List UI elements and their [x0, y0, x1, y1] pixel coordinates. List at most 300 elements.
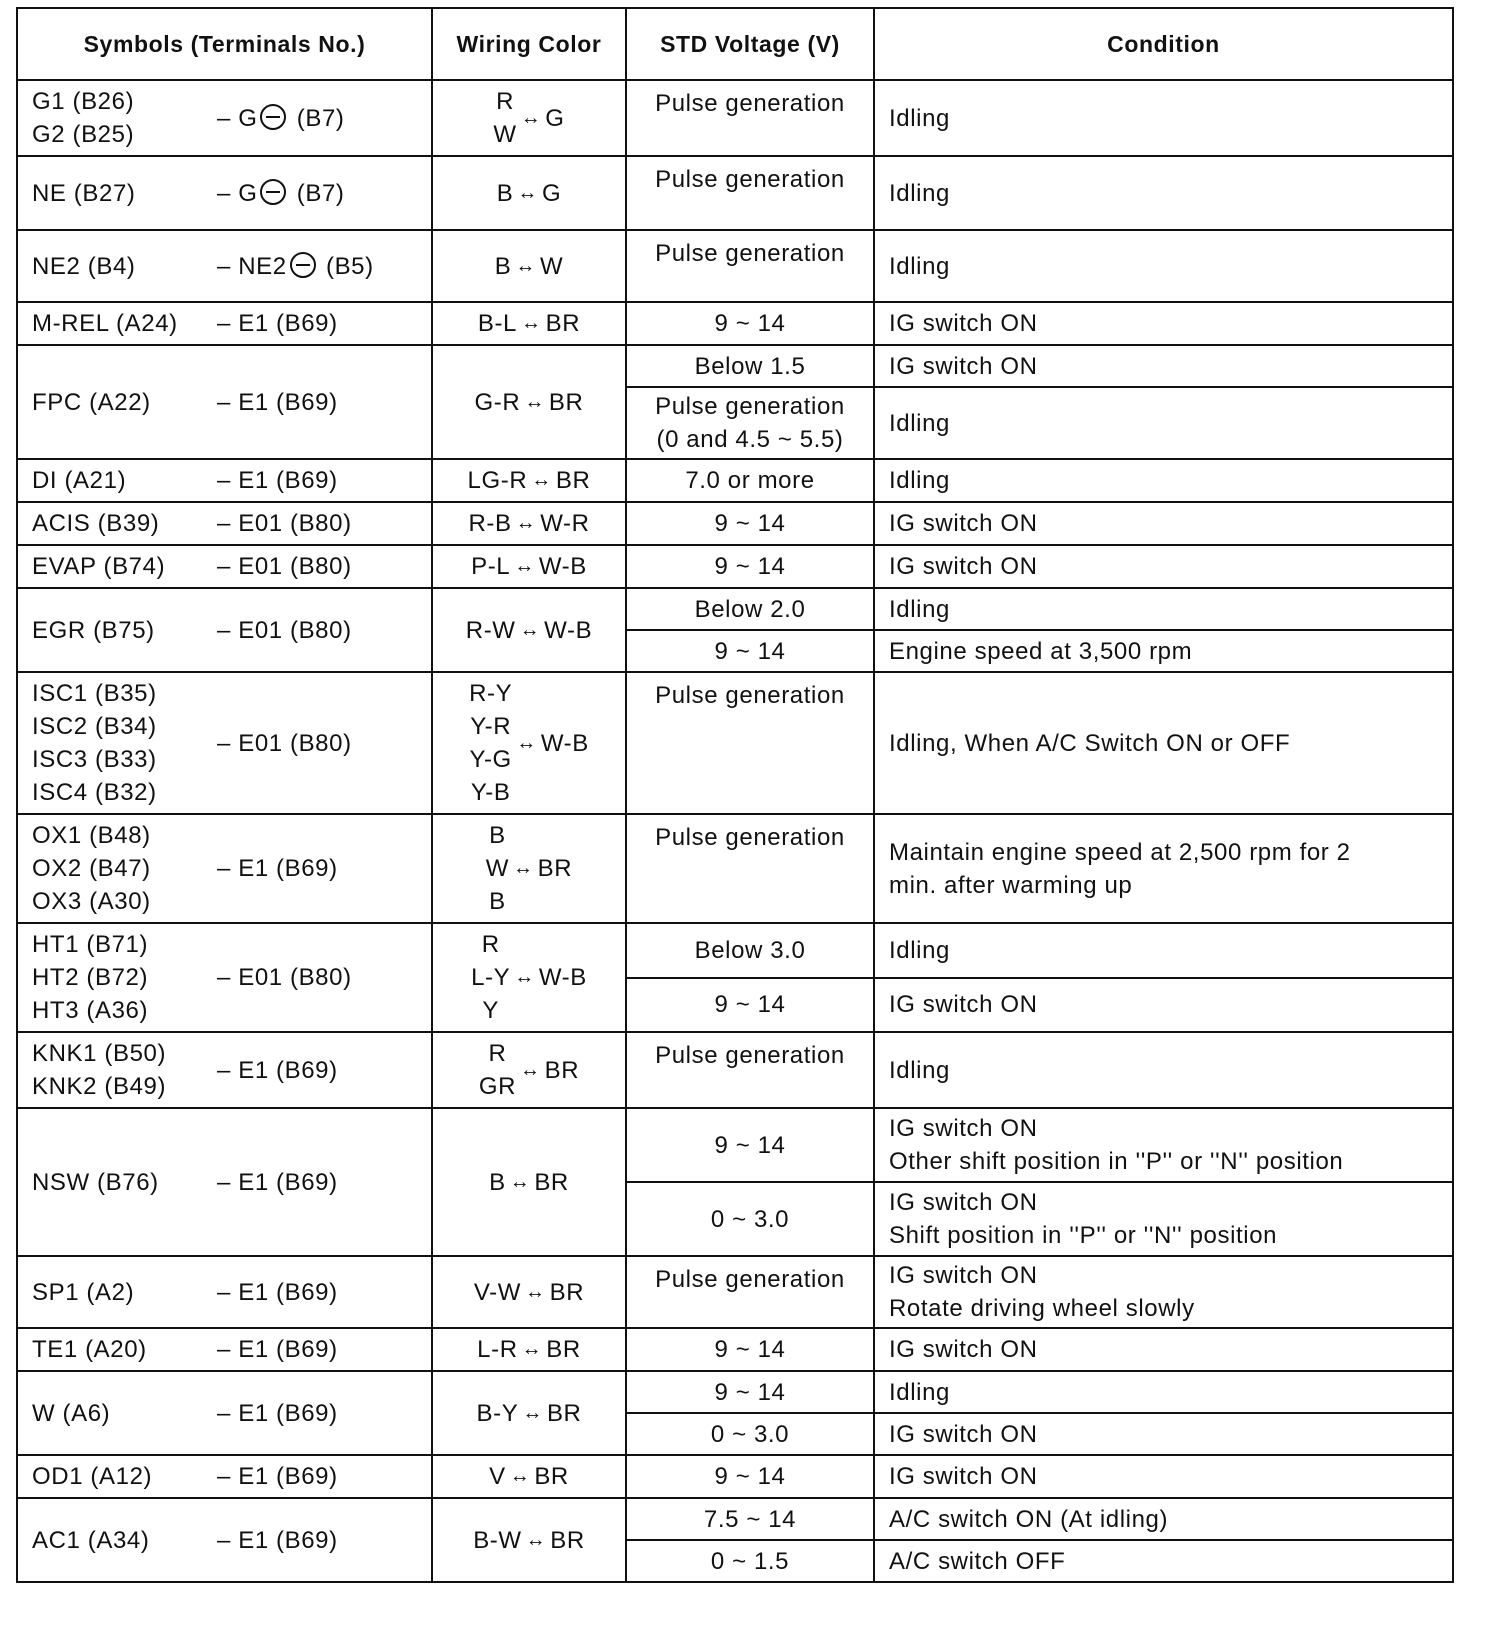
symbol-name: OX1 (B48): [32, 822, 151, 849]
std-voltage-cell: [626, 1032, 874, 1108]
condition-cell: [874, 923, 1453, 978]
wiring-group: [468, 507, 589, 540]
condition-text: A/C switch ON (At idling): [889, 1505, 1169, 1533]
symbol-names: [32, 819, 217, 918]
wire-color: W: [493, 121, 517, 148]
symbols-group: [32, 1460, 419, 1493]
condition-text: Idling: [889, 467, 950, 494]
std-voltage-value: 9 ~ 14: [714, 1336, 786, 1363]
wiring-color-cell: [432, 502, 626, 545]
symbols-cell: [17, 230, 432, 302]
condition-text: Idling: [889, 1056, 950, 1084]
wire-color-to: W-B: [540, 729, 589, 757]
symbol-name: NSW (B76): [32, 1168, 159, 1196]
ground-reference: [217, 307, 419, 340]
ground-reference-text: – E01 (B80): [217, 729, 352, 757]
wiring-color-cell: [432, 1108, 626, 1256]
wire-color: GR: [478, 1073, 517, 1100]
wire-color: B: [489, 822, 506, 849]
table-row: [17, 345, 1453, 387]
bidirectional-arrow-icon: ↔: [509, 1465, 531, 1487]
wire-color-to: W-B: [544, 616, 593, 644]
symbols-group: [32, 819, 419, 918]
symbol-name: G2 (B25): [32, 121, 135, 148]
symbol-names: [32, 1166, 217, 1199]
std-voltage-value: 9 ~ 14: [714, 1463, 786, 1490]
symbols-cell: [17, 672, 432, 814]
std-voltage-cell: [626, 1413, 874, 1455]
wiring-from: [493, 85, 516, 151]
ground-reference: [217, 727, 419, 760]
ground-reference: [217, 464, 419, 497]
std-voltage-cell: [626, 1108, 874, 1182]
table-row: [17, 1032, 1453, 1108]
wiring-color-cell: [432, 1256, 626, 1328]
wire-color: W: [485, 855, 510, 882]
table-row: [17, 1256, 1453, 1328]
minus-circle-icon: [260, 104, 286, 130]
symbol-name: HT3 (A36): [32, 997, 149, 1024]
ground-reference: [217, 1333, 419, 1366]
std-voltage-value: Pulse generation: [655, 824, 845, 851]
table-row: [17, 230, 1453, 302]
ground-reference-text: – E1 (B69): [217, 1278, 338, 1306]
std-voltage-cell: [626, 1182, 874, 1256]
wiring-color-cell: [432, 588, 626, 672]
wiring-from: [489, 1460, 506, 1493]
wiring-from: [468, 464, 528, 497]
symbol-name: HT2 (B72): [32, 964, 149, 991]
bidirectional-arrow-icon: ↔: [520, 106, 542, 129]
wiring-from: [477, 1397, 519, 1430]
std-voltage-value: Pulse generation: [655, 240, 845, 267]
symbol-name: NE (B27): [32, 179, 136, 207]
ground-reference-text: – E1 (B69): [217, 1399, 338, 1427]
wiring-group: [497, 177, 562, 210]
wiring-from: [486, 819, 509, 918]
symbol-names: [32, 464, 217, 497]
wiring-from: [489, 1166, 506, 1199]
table-row: [17, 588, 1453, 630]
symbols-group: [32, 1333, 419, 1366]
symbol-names: [32, 85, 217, 151]
symbol-names: [32, 928, 217, 1027]
symbol-name: M-REL (A24): [32, 310, 178, 337]
symbol-names: [32, 1276, 217, 1309]
ground-reference-prefix: – G: [217, 104, 258, 132]
wire-color-to: BR: [550, 1526, 585, 1554]
ground-reference: [217, 961, 419, 994]
std-voltage-cell: [626, 630, 874, 672]
wiring-color-cell: [432, 1498, 626, 1582]
minus-circle-icon: [290, 252, 316, 278]
symbols-cell: [17, 156, 432, 230]
wiring-from: [477, 1333, 517, 1366]
condition-text: Idling: [889, 179, 950, 207]
ground-reference-text: – E01 (B80): [217, 553, 352, 580]
symbol-name: ISC4 (B32): [32, 779, 157, 806]
symbols-group: [32, 928, 419, 1027]
wiring-group: [479, 1037, 579, 1103]
std-voltage-cell: [626, 1328, 874, 1371]
table-row: [17, 923, 1453, 978]
ground-reference-text: – E1 (B69): [217, 855, 338, 882]
ground-reference: [217, 102, 419, 135]
ground-reference-suffix: (B7): [289, 104, 345, 132]
wire-color: B: [496, 179, 514, 207]
bidirectional-arrow-icon: ↔: [524, 1280, 546, 1303]
wire-color: R: [488, 1040, 507, 1067]
table-row: [17, 1455, 1453, 1498]
std-voltage-value: Pulse generation: [655, 682, 845, 709]
wire-color-to: W-R: [540, 510, 590, 537]
symbol-names: [32, 1037, 217, 1103]
wiring-from: [471, 550, 510, 583]
symbol-name: EGR (B75): [32, 616, 155, 644]
header-std-voltage: STD Voltage (V): [626, 8, 874, 80]
ground-reference-suffix: (B7): [289, 179, 345, 207]
wiring-from: [466, 614, 516, 647]
std-voltage-cell: [626, 1498, 874, 1540]
std-voltage-value: Pulse generation: [655, 1042, 845, 1069]
wire-color: R: [496, 88, 515, 115]
wire-color: R: [481, 931, 500, 958]
wire-color-to: BR: [544, 1056, 580, 1084]
condition-cell: [874, 302, 1453, 345]
std-voltage-cell: [626, 459, 874, 502]
std-voltage-value: 0 ~ 3.0: [710, 1205, 790, 1233]
symbol-names: [32, 1333, 217, 1366]
wire-color-to: W: [539, 252, 564, 280]
ground-reference: [217, 386, 419, 419]
wire-color: V-W: [473, 1278, 521, 1306]
symbols-group: [32, 1037, 419, 1103]
table-row: [17, 1498, 1453, 1540]
ground-reference-text: – E1 (B69): [217, 1168, 338, 1196]
symbols-group: [32, 85, 419, 151]
symbol-name: SP1 (A2): [32, 1278, 135, 1306]
ground-reference-text: – E1 (B69): [217, 467, 338, 494]
wiring-group: [471, 550, 587, 583]
table-row: [17, 459, 1453, 502]
wiring-color-cell: [432, 814, 626, 923]
ground-reference-suffix: (B5): [318, 252, 374, 280]
table-row: [17, 80, 1453, 156]
wire-color-to: BR: [555, 467, 591, 494]
std-voltage-value: Pulse generation: [655, 166, 845, 193]
condition-text: Idling: [889, 595, 950, 623]
symbols-group: [32, 307, 419, 340]
wiring-color-cell: [432, 156, 626, 230]
condition-cell: [874, 345, 1453, 387]
wire-color: B-L: [477, 310, 517, 337]
condition-cell: [874, 1498, 1453, 1540]
symbol-name: OD1 (A12): [32, 1463, 153, 1490]
std-voltage-cell: [626, 588, 874, 630]
condition-text: IG switch ON: [889, 1463, 1038, 1490]
condition-text: IG switch ON Shift position in ''P'' or ''N'' position: [889, 1189, 1278, 1249]
std-voltage-cell: [626, 1540, 874, 1582]
symbols-cell: [17, 345, 432, 459]
wiring-from: [468, 507, 511, 540]
condition-cell: [874, 630, 1453, 672]
std-voltage-cell: [626, 1455, 874, 1498]
condition-cell: [874, 230, 1453, 302]
bidirectional-arrow-icon: ↔: [514, 966, 535, 988]
wire-color: R-W: [465, 616, 516, 644]
wiring-group: [468, 464, 591, 497]
condition-text: Engine speed at 3,500 rpm: [889, 637, 1193, 665]
std-voltage-cell: [626, 345, 874, 387]
std-voltage-value: 9 ~ 14: [714, 1378, 786, 1406]
std-voltage-cell: [626, 814, 874, 923]
table-row: [17, 302, 1453, 345]
bidirectional-arrow-icon: ↔: [515, 254, 536, 277]
symbol-name: G1 (B26): [32, 88, 135, 115]
symbol-name: ISC1 (B35): [32, 680, 157, 707]
condition-cell: [874, 1540, 1453, 1582]
symbols-group: [32, 1524, 419, 1557]
table-row: [17, 672, 1453, 814]
wire-color: B-W: [473, 1526, 522, 1554]
std-voltage-value: 9 ~ 14: [714, 637, 786, 665]
ground-reference: [217, 1276, 419, 1309]
condition-cell: [874, 1108, 1453, 1182]
symbol-names: [32, 1397, 217, 1430]
std-voltage-cell: [626, 80, 874, 156]
wire-color-to: G: [541, 179, 562, 207]
std-voltage-cell: [626, 923, 874, 978]
symbol-name: ISC3 (B33): [32, 746, 157, 773]
symbols-group: [32, 507, 419, 540]
symbols-group: [32, 550, 419, 583]
wire-color: P-L: [471, 553, 511, 580]
wiring-from: [478, 307, 517, 340]
std-voltage-value: 9 ~ 14: [714, 1131, 786, 1159]
header-condition: Condition: [874, 8, 1453, 80]
symbol-names: [32, 386, 217, 419]
symbol-name: W (A6): [32, 1399, 111, 1427]
bidirectional-arrow-icon: ↔: [517, 181, 538, 204]
wiring-color-cell: [432, 1371, 626, 1455]
symbols-cell: [17, 545, 432, 588]
condition-text: IG switch ON Rotate driving wheel slowly: [889, 1262, 1195, 1322]
std-voltage-cell: [626, 1256, 874, 1328]
condition-text: IG switch ON: [889, 553, 1038, 580]
condition-text: IG switch ON: [889, 352, 1038, 380]
symbol-name: AC1 (A34): [32, 1526, 150, 1554]
condition-cell: [874, 545, 1453, 588]
ground-reference-prefix: – G: [217, 179, 258, 207]
bidirectional-arrow-icon: ↔: [525, 1528, 547, 1551]
wiring-group: [477, 1397, 582, 1430]
wiring-from: [469, 677, 512, 809]
condition-text: Idling: [889, 1378, 950, 1406]
symbols-cell: [17, 1371, 432, 1455]
condition-text: IG switch ON: [889, 991, 1038, 1019]
std-voltage-value: Pulse generation: [655, 1266, 845, 1293]
wiring-color-cell: [432, 672, 626, 814]
bidirectional-arrow-icon: ↔: [531, 469, 552, 491]
table-row: [17, 1328, 1453, 1371]
condition-cell: [874, 978, 1453, 1033]
symbol-names: [32, 677, 217, 809]
wiring-group: [486, 819, 572, 918]
symbol-names: [32, 507, 217, 540]
ground-reference: [217, 507, 419, 540]
wiring-color-cell: [432, 80, 626, 156]
condition-text: IG switch ON: [889, 1336, 1038, 1363]
wiring-color-cell: [432, 302, 626, 345]
ground-reference-text: – E1 (B69): [217, 1336, 338, 1363]
symbols-cell: [17, 1455, 432, 1498]
wiring-color-cell: [432, 230, 626, 302]
symbols-cell: [17, 588, 432, 672]
symbols-cell: [17, 502, 432, 545]
wiring-group: [489, 1460, 569, 1493]
wire-color: Y-B: [470, 779, 511, 806]
ground-reference-text: – E1 (B69): [217, 1526, 338, 1554]
symbols-group: [32, 250, 419, 283]
ground-reference-text: – E01 (B80): [217, 510, 352, 537]
wiring-group: [474, 1276, 584, 1309]
std-voltage-value: Pulse generation: [655, 90, 845, 117]
condition-text: IG switch ON Other shift position in ''P'' or ''N'' position: [889, 1115, 1344, 1175]
wiring-from: [475, 386, 521, 419]
wiring-color-cell: [432, 923, 626, 1032]
condition-text: Maintain engine speed at 2,500 rpm for 2 min. after warming up: [889, 838, 1351, 899]
condition-cell: [874, 459, 1453, 502]
symbols-cell: [17, 1032, 432, 1108]
wire-color: L-Y: [471, 964, 511, 991]
wiring-color-cell: [432, 459, 626, 502]
wiring-color-cell: [432, 1455, 626, 1498]
bidirectional-arrow-icon: ↔: [524, 390, 545, 413]
ground-reference-text: – E01 (B80): [217, 616, 352, 644]
condition-cell: [874, 1413, 1453, 1455]
symbols-group: [32, 177, 419, 210]
wiring-from: [495, 250, 512, 283]
wire-color-to: BR: [537, 855, 573, 882]
wiring-group: [469, 677, 589, 809]
wire-color-to: BR: [534, 1168, 569, 1196]
wire-color-to: BR: [534, 1463, 569, 1490]
table-row: [17, 502, 1453, 545]
symbol-names: [32, 614, 217, 647]
symbols-cell: [17, 923, 432, 1032]
symbol-name: KNK2 (B49): [32, 1073, 167, 1100]
wire-color: B-Y: [476, 1399, 519, 1427]
wire-color-to: BR: [546, 1399, 582, 1427]
std-voltage-cell: [626, 1371, 874, 1413]
ground-reference: [217, 250, 419, 283]
symbols-cell: [17, 80, 432, 156]
table-row: [17, 814, 1453, 923]
wire-color: G-R: [474, 388, 521, 416]
std-voltage-value: 9 ~ 14: [714, 991, 786, 1019]
ground-reference-text: – E1 (B69): [217, 388, 338, 416]
symbol-name: ACIS (B39): [32, 510, 160, 537]
symbol-name: EVAP (B74): [32, 553, 166, 580]
std-voltage-value: Below 3.0: [694, 936, 806, 964]
std-voltage-value: Below 2.0: [694, 595, 806, 623]
condition-text: IG switch ON: [889, 510, 1038, 537]
bidirectional-arrow-icon: ↔: [513, 857, 534, 879]
std-voltage-value: 9 ~ 14: [714, 510, 786, 537]
symbols-cell: [17, 1328, 432, 1371]
condition-cell: [874, 1182, 1453, 1256]
symbols-group: [32, 386, 419, 419]
symbol-name: NE2 (B4): [32, 252, 136, 280]
bidirectional-arrow-icon: ↔: [515, 512, 537, 534]
condition-text: Idling, When A/C Switch ON or OFF: [889, 729, 1291, 757]
std-voltage-value: Pulse generation (0 and 4.5 ~ 5.5): [655, 393, 845, 453]
condition-cell: [874, 502, 1453, 545]
symbol-names: [32, 550, 217, 583]
table-row: [17, 1371, 1453, 1413]
ground-reference: [217, 1166, 419, 1199]
bidirectional-arrow-icon: ↔: [521, 1338, 543, 1360]
std-voltage-cell: [626, 156, 874, 230]
wiring-group: [475, 386, 584, 419]
ground-reference-text: – E1 (B69): [217, 1056, 338, 1084]
condition-cell: [874, 80, 1453, 156]
symbol-name: OX3 (A30): [32, 888, 151, 915]
condition-cell: [874, 1032, 1453, 1108]
wiring-group: [473, 1524, 585, 1557]
wire-color-to: W-B: [538, 964, 587, 991]
symbol-names: [32, 1524, 217, 1557]
std-voltage-cell: [626, 502, 874, 545]
wire-color: B: [494, 252, 512, 280]
symbols-group: [32, 1397, 419, 1430]
condition-text: IG switch ON: [889, 310, 1038, 337]
condition-text: IG switch ON: [889, 1420, 1038, 1448]
ground-reference: [217, 1397, 419, 1430]
symbols-cell: [17, 459, 432, 502]
condition-cell: [874, 588, 1453, 630]
wiring-group: [466, 614, 592, 647]
wiring-from: [471, 928, 510, 1027]
ground-reference-text: – E1 (B69): [217, 310, 338, 337]
symbol-name: KNK1 (B50): [32, 1040, 167, 1067]
std-voltage-value: 0 ~ 1.5: [710, 1547, 790, 1575]
condition-cell: [874, 672, 1453, 814]
wire-color: V: [489, 1463, 506, 1490]
wire-color: L-R: [477, 1336, 518, 1363]
symbol-names: [32, 307, 217, 340]
condition-text: Idling: [889, 409, 950, 437]
symbols-group: [32, 1166, 419, 1199]
symbol-name: DI (A21): [32, 467, 127, 494]
wire-color: B: [489, 1168, 506, 1196]
condition-cell: [874, 1371, 1453, 1413]
minus-circle-icon: [260, 179, 286, 205]
wiring-group: [477, 1333, 581, 1366]
condition-cell: [874, 387, 1453, 459]
std-voltage-cell: [626, 978, 874, 1033]
bidirectional-arrow-icon: ↔: [516, 731, 537, 754]
bidirectional-arrow-icon: ↔: [519, 618, 541, 641]
ground-reference: [217, 1054, 419, 1087]
header-wiring-color: Wiring Color: [432, 8, 626, 80]
condition-text: A/C switch OFF: [889, 1547, 1066, 1575]
symbols-cell: [17, 1498, 432, 1582]
wiring-group: [493, 85, 564, 151]
ground-reference: [217, 550, 419, 583]
wire-color: R-Y: [469, 680, 513, 707]
table-body: [17, 80, 1453, 1582]
